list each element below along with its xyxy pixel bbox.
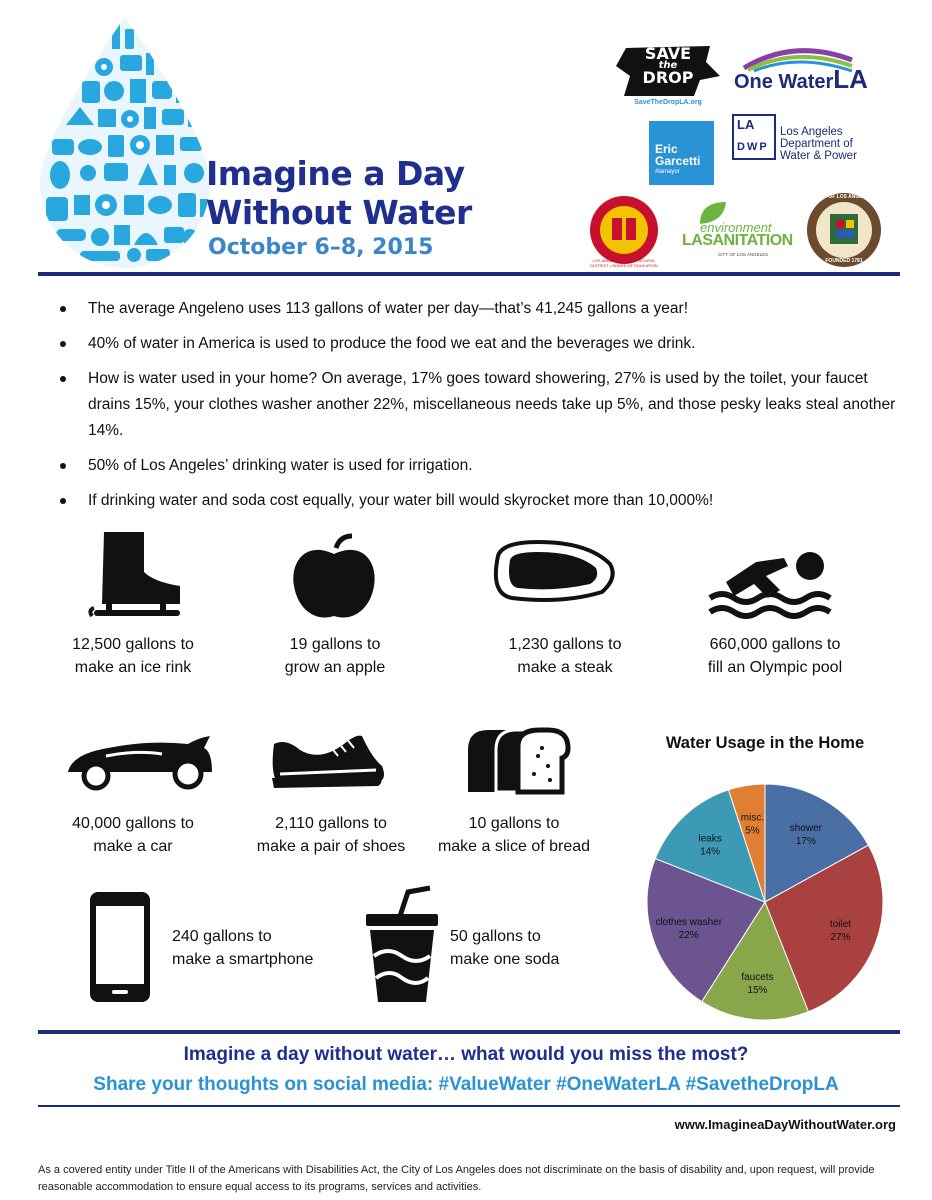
car-caption: 40,000 gallons to make a car	[72, 815, 194, 855]
bread-icon	[466, 726, 570, 794]
pie-percent-label: 17%	[795, 835, 816, 847]
lausd-seal-logo: LOS ANGELES UNIFIED SCHOOL DISTRICT • BOARD OF EDUCATION	[584, 194, 664, 266]
swimmer-icon	[706, 536, 830, 618]
la-sanitation-logo: environment LASANITATION CITY OF LOS ANGELES	[682, 200, 792, 266]
ice-skate-icon	[88, 530, 188, 624]
pie-label: faucets	[741, 971, 774, 983]
header-divider	[38, 272, 900, 276]
sneaker-icon	[270, 730, 386, 792]
pie-label: misc.	[740, 812, 765, 824]
water-usage-pie-chart	[640, 780, 890, 1030]
steak-icon	[490, 538, 616, 604]
social-share-line: Share your thoughts on social media: #ValueWater #OneWaterLA #SavetheDropLA	[93, 1074, 839, 1095]
ice-rink-caption: 12,500 gallons to make an ice rink	[72, 636, 194, 676]
water-drop-icon	[30, 15, 220, 270]
apple-icon	[290, 534, 380, 620]
footer-thin-divider	[38, 1105, 900, 1107]
closing-question: Imagine a day without water… what would you miss the most?	[183, 1044, 749, 1065]
chart-title: Water Usage in the Home	[665, 734, 865, 752]
save-the-drop-logo: SAVE the DROP SaveTheDropLA.org	[612, 44, 724, 108]
smartphone-icon	[88, 890, 152, 1004]
pie-percent-label: 5%	[745, 825, 760, 837]
one-water-la-logo: One WaterLA	[734, 40, 862, 98]
pie-percent-label: 14%	[700, 846, 721, 858]
shoes-caption: 2,110 gallons to make a pair of shoes	[256, 815, 406, 855]
website-link[interactable]: www.ImagineaDayWithoutWater.org	[674, 1117, 896, 1132]
footer-divider	[38, 1030, 900, 1034]
pie-label: leaks	[698, 833, 722, 845]
pie-percent-label: 22%	[678, 929, 699, 941]
pie-label: shower	[789, 822, 822, 834]
smartphone-caption: 240 gallons to make a smartphone	[172, 928, 314, 968]
ada-disclaimer: As a covered entity under Title II of the Americans with Disabilities Act, the City of Los Angeles does not discriminate on the basis of disability and, upon request, will provide reasonable accommodation to ensure equal access to its programs, services and activities.	[38, 1164, 875, 1193]
list-item: 40% of water in America is used to produce the food we eat and the beverages we drink.	[56, 331, 896, 357]
pie-label: toilet	[829, 919, 852, 931]
page-title: Imagine a Day Without Water	[206, 154, 472, 232]
pie-label: clothes washer	[655, 916, 723, 928]
steak-caption: 1,230 gallons to make a steak	[508, 636, 622, 676]
city-seal-logo: CITY OF LOS ANGELES FOUNDED 1781	[806, 192, 882, 268]
bread-caption: 10 gallons to make a slice of bread	[437, 815, 591, 855]
list-item: 50% of Los Angeles’ drinking water is used for irrigation.	[56, 453, 896, 479]
facts-list	[56, 296, 896, 523]
ladwp-logo: LA DWP Los Angeles Department of Water & Power	[732, 114, 882, 166]
garcetti-logo: Eric Garcetti #lamayor	[649, 121, 714, 185]
apple-caption: 19 gallons to grow an apple	[284, 636, 386, 676]
soda-caption: 50 gallons to make one soda	[450, 928, 560, 968]
car-icon	[66, 738, 214, 790]
list-item: The average Angeleno uses 113 gallons of water per day—that’s 41,245 gallons a year!	[56, 296, 896, 322]
list-item: If drinking water and soda cost equally, your water bill would skyrocket more than 10,000%!	[56, 488, 896, 514]
list-item: How is water used in your home? On average, 17% goes toward showering, 27% is used by the toilet, your faucet drains 15%, your clothes washer another 22%, miscellaneous needs take up 5%, and those pesky leaks steal another 14%.	[56, 366, 896, 444]
school-district-seal-icon	[584, 194, 664, 266]
city-seal-icon	[806, 192, 882, 268]
pie-percent-label: 15%	[747, 984, 768, 996]
soda-cup-icon	[364, 886, 440, 1004]
pie-percent-label: 27%	[830, 932, 851, 944]
pool-caption: 660,000 gallons to fill an Olympic pool	[707, 636, 843, 676]
event-date: October 6–8, 2015	[208, 235, 434, 260]
